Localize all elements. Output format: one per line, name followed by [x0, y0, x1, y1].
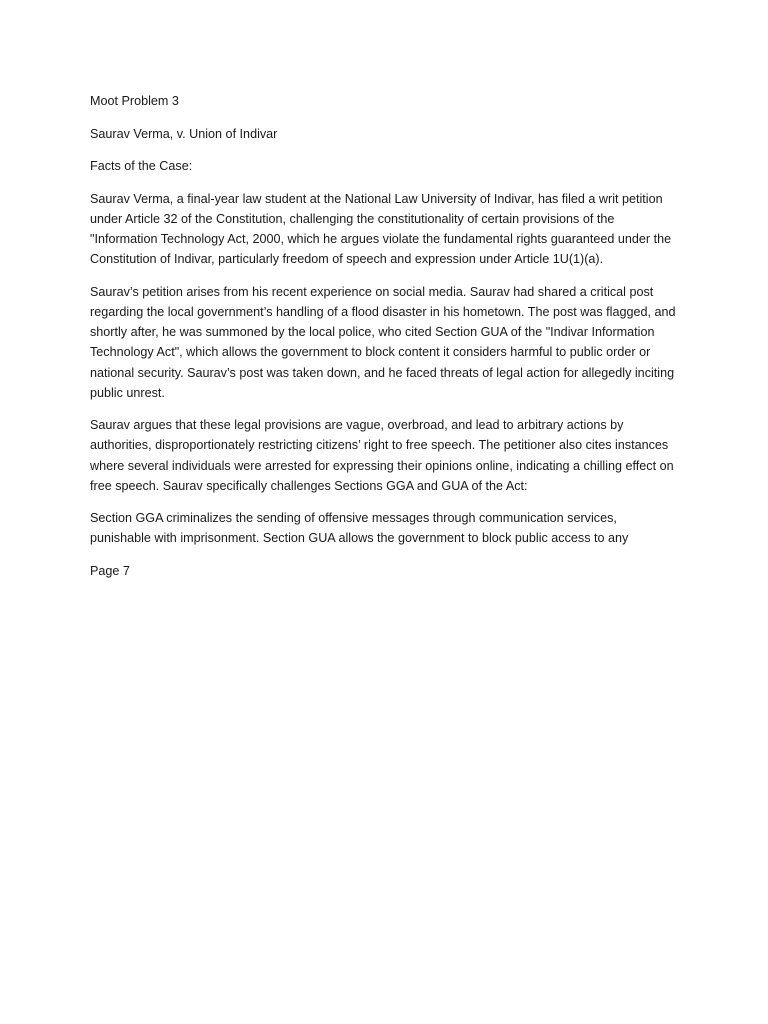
document-body	[90, 91, 680, 593]
paragraph-arguments: Saurav argues that these legal provisions are vague, overbroad, and lead to arbitrary actions by authorities, disproportionately restricting citizens’ right to free speech. The petitioner also cites instances where several individuals were arrested for expressing their opinions online, indicating a chilling effect on free speech. Saurav specifically challenges Sections GGA and GUA of the Act:	[90, 418, 674, 493]
paragraph-petition-filed: Saurav Verma, a final-year law student at the National Law University of Indivar, has filed a writ petition under Article 32 of the Constitution, challenging the constitutionality of certain provisions of the "Information Technology Act, 2000, which he argues violate the fundamental rights guaranteed under the Constitution of Indivar, particularly freedom of speech and expression under Article 1U(1)(a).	[90, 191, 672, 267]
page-number: Page 7	[90, 563, 130, 578]
section-heading: Facts of the Case:	[90, 159, 193, 174]
paragraph-sections-described: Section GGA criminalizes the sending of offensive messages through communication services, punishable with imprisonment. Section GUA allows the government to block public access to any	[90, 511, 629, 546]
document-title: Moot Problem 3	[90, 94, 179, 108]
paragraph-social-media-incident: Saurav’s petition arises from his recent experience on social media. Saurav had shared a critical post regarding the local government’s handling of a flood disaster in his hometown. The post was flagged, and shortly after, he was summoned by the local police, who cited Section GUA of the "Indivar Information Technology Act", which allows the government to block content it considers harmful to public order or national security. Saurav’s post was taken down, and he faced threats of legal action for allegedly inciting public unrest.	[90, 284, 676, 400]
case-name: Saurav Verma, v. Union of Indivar	[90, 126, 278, 141]
